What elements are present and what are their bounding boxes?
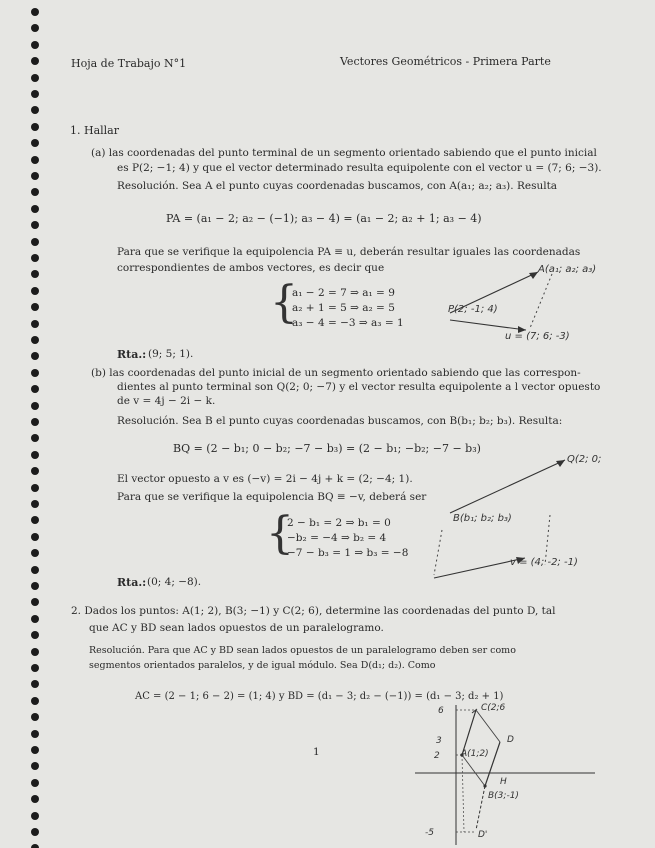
binding-hole: [31, 156, 39, 164]
section-2-line-1: 2. Dados los puntos: A(1; 2), B(3; −1) y C(2; 6), determine las coordenadas del punto D, tal: [71, 605, 556, 617]
binding-hole: [31, 582, 39, 590]
binding-hole: [31, 828, 39, 836]
binding-hole: [31, 648, 39, 656]
sketch-2-tick-3: 3: [436, 736, 442, 746]
part-a-answer-label: Rta.:: [117, 348, 147, 361]
binding-hole: [31, 467, 39, 475]
header-right: Vectores Geométricos - Primera Parte: [340, 55, 551, 68]
part-b-answer-label: Rta.:: [117, 576, 147, 589]
binding-hole: [31, 533, 39, 541]
part-a-answer-value: (9; 5; 1).: [148, 348, 194, 360]
binding-hole: [31, 303, 39, 311]
part-a-system-3: a₃ − 4 = −3 ⇒ a₃ = 1: [292, 317, 404, 329]
sketch-2-point-a: A(1;2): [461, 749, 489, 759]
binding-hole: [31, 123, 39, 131]
part-a-brace: {: [270, 277, 298, 328]
part-b-line-2: dientes al punto terminal son Q(2; 0; −7) y el vector resulta equipolente a l vector opuesto: [117, 381, 601, 393]
binding-hole: [31, 57, 39, 65]
binding-hole: [31, 106, 39, 114]
binding-hole: [31, 434, 39, 442]
part-b-brace: {: [266, 508, 294, 559]
binding-hole: [31, 402, 39, 410]
section-2-line-2: que AC y BD sean lados opuestos de un paralelogramo.: [89, 622, 384, 634]
part-b-system-2: −b₂ = −4 ⇒ b₂ = 4: [287, 532, 387, 544]
binding-hole: [31, 320, 39, 328]
part-b-line-4: Resolución. Sea B el punto cuyas coordenadas buscamos, con B(b₁; b₂; b₃). Resulta:: [117, 415, 563, 427]
binding-hole: [31, 221, 39, 229]
sketch-b-vector-v: v = (4; -2; -1): [510, 557, 578, 568]
binding-hole: [31, 730, 39, 738]
part-a-system-2: a₂ + 1 = 5 ⇒ a₂ = 5: [292, 302, 395, 314]
binding-hole: [31, 664, 39, 672]
binding-hole: [31, 336, 39, 344]
binding-hole: [31, 385, 39, 393]
sketch-2-point-b: B(3;-1): [488, 791, 519, 801]
part-b-line-3: de v = 4j − 2i − k.: [117, 395, 216, 407]
binding-hole: [31, 762, 39, 770]
binding-hole: [31, 418, 39, 426]
binding-hole: [31, 812, 39, 820]
binding-holes: [0, 0, 40, 848]
binding-hole: [31, 8, 39, 16]
binding-hole: [31, 598, 39, 606]
binding-hole: [31, 270, 39, 278]
part-b-equation: BQ = (2 − b₁; 0 − b₂; −7 − b₃) = (2 − b₁; −b₂; −7 − b₃): [173, 442, 481, 455]
part-a-line-1: (a) las coordenadas del punto terminal de un segmento orientado sabiendo que el punto inicial: [91, 147, 597, 159]
part-a-line-4: Para que se verifique la equipolencia PA ≡ u, deberán resultar iguales las coordenadas: [117, 246, 581, 258]
part-a-line-2: es P(2; −1; 4) y que el vector determinado resulta equipolente con el vector u = (7; 6; −3).: [117, 162, 602, 174]
binding-hole: [31, 205, 39, 213]
sketch-2-point-d: D: [507, 735, 514, 745]
sketch-2-point-h: H: [500, 777, 507, 787]
section-2-sketch: [410, 700, 600, 848]
binding-hole: [31, 254, 39, 262]
binding-hole: [31, 680, 39, 688]
binding-hole: [31, 484, 39, 492]
part-a-equation: PA = (a₁ − 2; a₂ − (−1); a₃ − 4) = (a₁ − 2; a₂ + 1; a₃ − 4): [166, 212, 482, 225]
binding-hole: [31, 41, 39, 49]
part-a-line-3: Resolución. Sea A el punto cuyas coordenadas buscamos, con A(a₁; a₂; a₃). Resulta: [117, 180, 558, 192]
binding-hole: [31, 549, 39, 557]
binding-hole: [31, 615, 39, 623]
section-1-title: 1. Hallar: [70, 124, 119, 137]
sketch-2-tick-6: 6: [438, 706, 444, 716]
binding-hole: [31, 188, 39, 196]
sketch-a-point-p: P(2; -1; 4): [448, 304, 498, 315]
part-b-answer-value: (0; 4; −8).: [147, 576, 202, 588]
binding-hole: [31, 90, 39, 98]
binding-hole: [31, 238, 39, 246]
binding-hole: [31, 451, 39, 459]
sketch-b-point-b: B(b₁; b₂; b₃): [453, 513, 512, 524]
binding-hole: [31, 631, 39, 639]
page-number: 1: [313, 746, 320, 758]
binding-hole: [31, 746, 39, 754]
binding-hole: [31, 566, 39, 574]
part-b-line-1: (b) las coordenadas del punto inicial de un segmento orientado sabiendo que las correspon-: [91, 367, 581, 379]
binding-hole: [31, 713, 39, 721]
binding-hole: [31, 500, 39, 508]
sketch-a-point-a: A(a₁; a₂; a₃): [538, 264, 597, 275]
part-b-line-6: Para que se verifique la equipolencia BQ ≡ −v, deberá ser: [117, 491, 427, 503]
part-b-system-3: −7 − b₃ = 1 ⇒ b₃ = −8: [287, 547, 409, 559]
binding-hole: [31, 74, 39, 82]
binding-hole: [31, 139, 39, 147]
binding-hole: [31, 795, 39, 803]
part-b-system-1: 2 − b₁ = 2 ⇒ b₁ = 0: [287, 517, 391, 529]
binding-hole: [31, 779, 39, 787]
section-2-equation: AC = (2 − 1; 6 − 2) = (1; 4) y BD = (d₁ − 3; d₂ − (−1)) = (d₁ − 3; d₂ + 1): [135, 691, 504, 702]
sketch-2-tick-2: 2: [434, 751, 440, 761]
binding-hole: [31, 697, 39, 705]
sketch-a-vector-u: u = (7; 6; -3): [505, 331, 570, 342]
section-2-line-4: segmentos orientados paralelos, y de igual módulo. Sea D(d₁; d₂). Como: [89, 660, 436, 671]
binding-hole: [31, 844, 39, 848]
sketch-b-point-q: Q(2; 0;: [567, 454, 602, 465]
header-left: Hoja de Trabajo N°1: [71, 57, 187, 70]
part-a-line-5: correspondientes de ambos vectores, es decir que: [117, 262, 385, 274]
binding-hole: [31, 516, 39, 524]
sketch-2-point-d-prime: D': [478, 830, 488, 840]
binding-hole: [31, 287, 39, 295]
binding-hole: [31, 352, 39, 360]
section-2-line-3: Resolución. Para que AC y BD sean lados opuestos de un paralelogramo deben ser como: [89, 645, 516, 656]
binding-hole: [31, 24, 39, 32]
binding-hole: [31, 369, 39, 377]
binding-hole: [31, 172, 39, 180]
sketch-2-tick-minus-5: -5: [425, 828, 434, 838]
sketch-2-point-c: C(2;6: [481, 703, 506, 713]
part-b-line-5: El vector opuesto a v es (−v) = 2i − 4j + k = (2; −4; 1).: [117, 473, 413, 485]
part-a-system-1: a₁ − 2 = 7 ⇒ a₁ = 9: [292, 287, 395, 299]
